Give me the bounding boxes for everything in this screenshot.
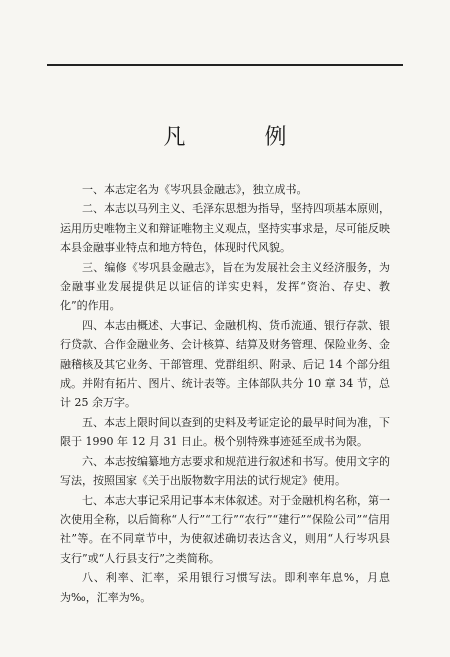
paragraph-7: 七、本志大事记采用记事本末体叙述。对于金融机构名称，第一次使用全称，以后简称“人行”“工行”“农行”“建行”“保险公司”“信用社”等。在不同章节中，为使叙述确切表达含义，则用“人行岑巩县支行”或“人行县支行”之类简称。 bbox=[60, 493, 390, 565]
paragraph-1: 一、本志定名为《岑巩县金融志》，独立成书。 bbox=[82, 183, 308, 196]
paragraph-2: 二、本志以马列主义、毛泽东思想为指导，坚持四项基本原则，运用历史唯物主义和辩证唯物主义观点，坚持实事求是，尽可能反映本县金融事业特点和地方特色，体现时代风貌。 bbox=[60, 202, 390, 255]
header-rule bbox=[47, 64, 403, 66]
paragraph-6: 六、本志按编纂地方志要求和规范进行叙述和书写。使用文字的写法，按照国家《关于出版物数字用法的试行规定》使用。 bbox=[60, 454, 390, 488]
paragraph-3: 三、编修《岑巩县金融志》，旨在为发展社会主义经济服务，为金融事业发展提供足以证信的详实史料，发挥“资治、存史、教化”的作用。 bbox=[60, 260, 390, 313]
paragraph-5: 五、本志上限时间以查到的史料及考证定论的最早时间为准，下限于 1990 年 12 月 31 日止。极个别特殊事迹延至成书为限。 bbox=[60, 415, 390, 449]
document-body bbox=[60, 180, 390, 607]
page-title: 凡 例 bbox=[163, 125, 323, 150]
paragraph-4: 四、本志由概述、大事记、金融机构、货币流通、银行存款、银行贷款、合作金融业务、会计核算、结算及财务管理、保险业务、金融稽核及其它业务、干部管理、党群组织、附录、后记 14 个部分组成。并附有拓片、图片、统计表等。主体部队共分 10 章 34 节，总计 25 余万字。 bbox=[60, 318, 390, 410]
paragraph-8: 八、利率、汇率，采用银行习惯写法。即利率年息%，月息为‰，汇率为%。 bbox=[60, 571, 390, 604]
